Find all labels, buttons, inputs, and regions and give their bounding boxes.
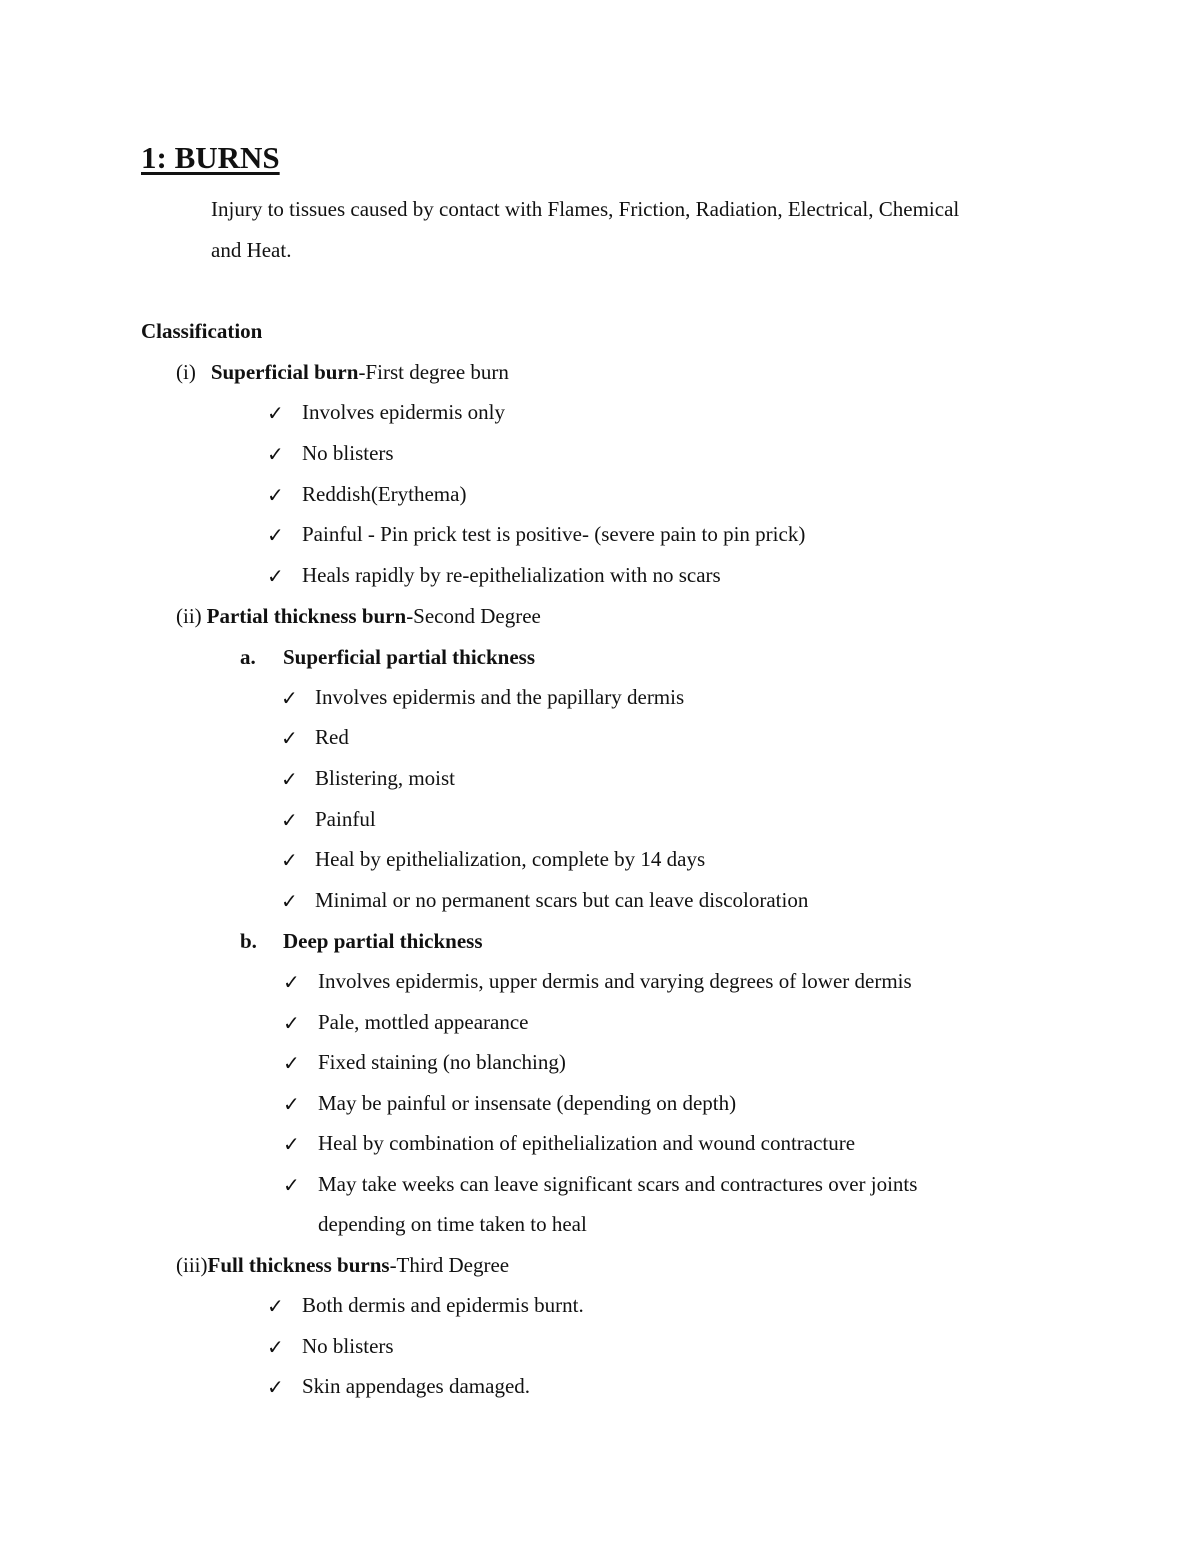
partial-heading — [176, 606, 541, 627]
list-item: Heal by combination of epithelialization and wound contracture — [318, 1131, 856, 1155]
list-item: Involves epidermis, upper dermis and varying degrees of lower dermis — [318, 969, 912, 993]
definition-line-2: and Heat. — [211, 238, 292, 262]
list-item: Both dermis and epidermis burnt. — [302, 1293, 584, 1317]
checkmark-icon: ✓ — [281, 726, 298, 750]
full-marker: (iii) — [176, 1253, 208, 1277]
list-item: Heals rapidly by re-epithelialization with no scars — [302, 563, 721, 587]
full-suffix: -Third Degree — [389, 1253, 510, 1277]
partial-suffix: -Second Degree — [406, 604, 541, 628]
checkmark-icon: ✓ — [267, 564, 284, 588]
checkmark-icon: ✓ — [283, 1173, 300, 1197]
classification-heading: Classification — [141, 319, 263, 343]
checkmark-icon: ✓ — [283, 1051, 300, 1075]
list-item: Heal by epithelialization, complete by 14 days — [315, 847, 706, 871]
full-heading — [176, 1255, 509, 1276]
list-item: Red — [315, 725, 349, 749]
checkmark-icon: ✓ — [267, 401, 284, 425]
checkmark-icon: ✓ — [281, 767, 298, 791]
list-item: Painful - Pin prick test is positive- (severe pain to pin prick) — [302, 522, 806, 546]
subsection-b-marker: b. — [240, 929, 257, 953]
checkmark-icon: ✓ — [267, 483, 284, 507]
page-title: 1: BURNS — [141, 140, 280, 175]
list-item: Involves epidermis and the papillary dermis — [315, 685, 685, 709]
subsection-a-name: Superficial partial thickness — [283, 645, 536, 669]
superficial-marker: (i) — [176, 360, 196, 384]
partial-name: Partial thickness burn — [206, 604, 407, 628]
list-item: Blistering, moist — [315, 766, 456, 790]
checkmark-icon: ✓ — [281, 848, 298, 872]
checkmark-icon: ✓ — [267, 442, 284, 466]
checkmark-icon: ✓ — [281, 889, 298, 913]
checkmark-icon: ✓ — [281, 808, 298, 832]
definition-line-1: Injury to tissues caused by contact with Flames, Friction, Radiation, Electrical, Chemical — [211, 197, 960, 221]
checkmark-icon: ✓ — [267, 1335, 284, 1359]
checkmark-icon: ✓ — [283, 1092, 300, 1116]
list-item-continuation: depending on time taken to heal — [318, 1212, 587, 1236]
checkmark-icon: ✓ — [267, 1294, 284, 1318]
list-item: Reddish(Erythema) — [302, 482, 467, 506]
list-item: Pale, mottled appearance — [318, 1010, 529, 1034]
superficial-name: Superficial burn — [210, 360, 359, 384]
checkmark-icon: ✓ — [283, 970, 300, 994]
checkmark-icon: ✓ — [267, 1375, 284, 1399]
list-item: Skin appendages damaged. — [302, 1374, 531, 1398]
subsection-a-marker: a. — [240, 645, 256, 669]
superficial-suffix: -First degree burn — [358, 360, 509, 384]
list-item: Involves epidermis only — [302, 400, 505, 424]
list-item: May take weeks can leave significant scars and contractures over joints — [318, 1172, 918, 1196]
superficial-heading — [176, 362, 509, 383]
list-item: May be painful or insensate (depending on depth) — [318, 1091, 737, 1115]
list-item: Painful — [315, 807, 376, 831]
checkmark-icon: ✓ — [281, 686, 298, 710]
checkmark-icon: ✓ — [283, 1132, 300, 1156]
full-name: Full thickness burns — [207, 1253, 390, 1277]
list-item: Fixed staining (no blanching) — [318, 1050, 566, 1074]
checkmark-icon: ✓ — [283, 1011, 300, 1035]
subsection-b-name: Deep partial thickness — [283, 929, 483, 953]
list-item: Minimal or no permanent scars but can leave discoloration — [315, 888, 809, 912]
list-item: No blisters — [302, 1334, 394, 1358]
partial-marker: (ii) — [176, 604, 202, 628]
checkmark-icon: ✓ — [267, 523, 284, 547]
list-item: No blisters — [302, 441, 394, 465]
